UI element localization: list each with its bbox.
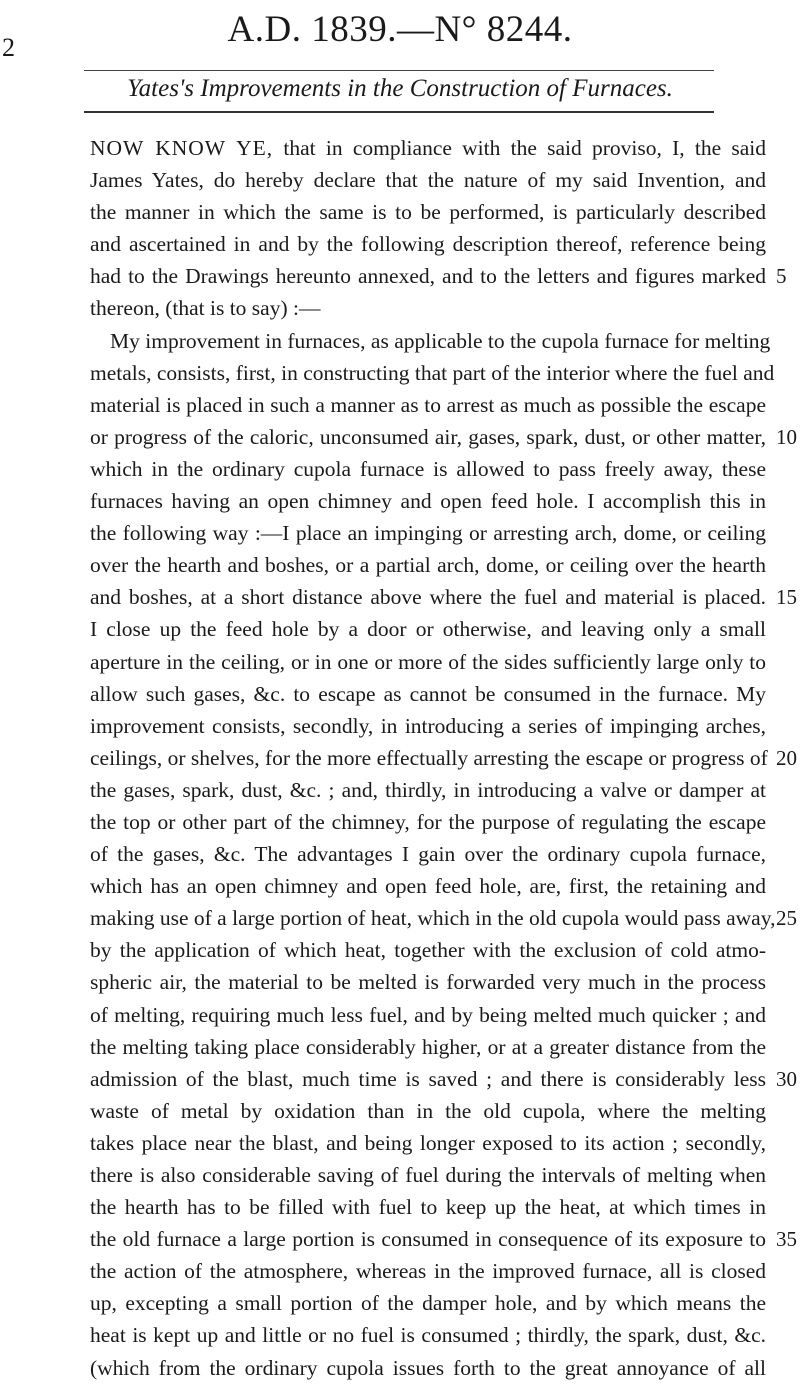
text-line: takes place near the blast, and being longer exposed to its action ; secondly, [90,1130,766,1155]
text-line: the melting taking place considerably higher, or at a greater distance from the [90,1034,766,1059]
text-line: thereon, (that is to say) :— [90,296,321,321]
margin-line-number: 20 [776,745,797,770]
text-line: or progress of the caloric, unconsumed air, gases, spark, dust, or other matter, [90,424,766,449]
text-line: the manner in which the same is to be performed, is particularly described [90,200,766,225]
text-line: the action of the atmosphere, whereas in the improved furnace, all is closed [90,1259,766,1284]
text-line: the top or other part of the chimney, for the purpose of regulating the escape [90,809,766,834]
text-line: the gases, spark, dust, &c. ; and, thirdly, in introducing a valve or damper at [90,777,766,802]
text-line: there is also considerable saving of fuel during the intervals of melting when [90,1163,766,1187]
margin-line-number: 35 [776,1227,797,1252]
text-line: the old furnace a large portion is consumed in consequence of its exposure to [90,1227,766,1252]
text-line: I close up the feed hole by a door or otherwise, and leaving only a small [90,617,766,642]
margin-line-number: 25 [776,906,797,931]
text-line: aperture in the ceiling, or in one or more of the sides sufficiently large only to [90,649,766,674]
text-line: heat is kept up and little or no fuel is consumed ; thirdly, the spark, dust, &c. [90,1323,766,1348]
text-line: My improvement in furnaces, as applicable to the cupola furnace for melting [110,328,771,353]
text-line: metals, consists, first, in constructing that part of the interior where the fuel and [90,360,775,385]
margin-line-number: 30 [776,1066,797,1091]
text-line: furnaces having an open chimney and open feed hole. I accomplish this in [90,489,766,514]
header-divider [84,70,714,71]
margin-line-number: 5 [776,264,787,289]
lead-words: NOW KNOW YE, [90,136,274,160]
text-line: which has an open chimney and open feed hole, are, first, the retaining and [90,874,766,899]
text-line: of melting, requiring much less fuel, and by being melted much quicker ; and [90,1002,766,1027]
text-line: the hearth has to be filled with fuel to keep up the heat, at which times in [90,1195,766,1220]
text-line: improvement consists, secondly, in introducing a series of impinging arches, [90,713,766,738]
text-line: the following way :—I place an impinging or arresting arch, dome, or ceiling [90,521,766,546]
body-text [90,132,776,1384]
margin-line-number: 15 [776,585,797,610]
text-line: spheric air, the material to be melted is forwarded very much in the process [90,970,766,995]
text-line: over the hearth and boshes, or a partial arch, dome, or ceiling over the hearth [90,553,766,578]
text-line: James Yates, do hereby declare that the nature of my said Invention, and [90,168,766,193]
text-line: admission of the blast, much time is saved ; and there is considerably less [90,1066,766,1091]
text-line [90,132,766,164]
text-line: waste of metal by oxidation than in the old cupola, where the melting [90,1098,766,1123]
running-title-divider [84,111,714,113]
text-line: of the gases, &c. The advantages I gain over the ordinary cupola furnace, [90,842,766,867]
text-line: making use of a large portion of heat, which in the old cupola would pass away, [90,906,776,931]
text-line: allow such gases, &c. to escape as cannot be consumed in the furnace. My [90,681,766,706]
line-text: that in compliance with the said proviso, I, the said [273,136,766,160]
margin-line-number: 10 [776,424,797,449]
page-heading: A.D. 1839.—N° 8244. [227,9,573,50]
text-line: up, excepting a small portion of the damper hole, and by which means the [90,1291,766,1316]
text-line: and ascertained in and by the following description thereof, reference being [90,232,766,257]
text-line: had to the Drawings hereunto annexed, and to the letters and figures marked [90,264,766,289]
page-number: 2 [2,33,15,62]
text-line: which in the ordinary cupola furnace is allowed to pass freely away, these [90,456,766,481]
running-title: Yates's Improvements in the Construction of Furnaces. [127,75,673,102]
text-line: and boshes, at a short distance above where the fuel and material is placed. [90,585,766,610]
text-line: (which from the ordinary cupola issues forth to the great annoyance of all [90,1355,766,1380]
text-line: by the application of which heat, together with the exclusion of cold atmo- [90,938,766,963]
text-line: material is placed in such a manner as to arrest as much as possible the escape [90,392,766,417]
text-line: ceilings, or shelves, for the more effectually arresting the escape or progress of [90,745,768,770]
